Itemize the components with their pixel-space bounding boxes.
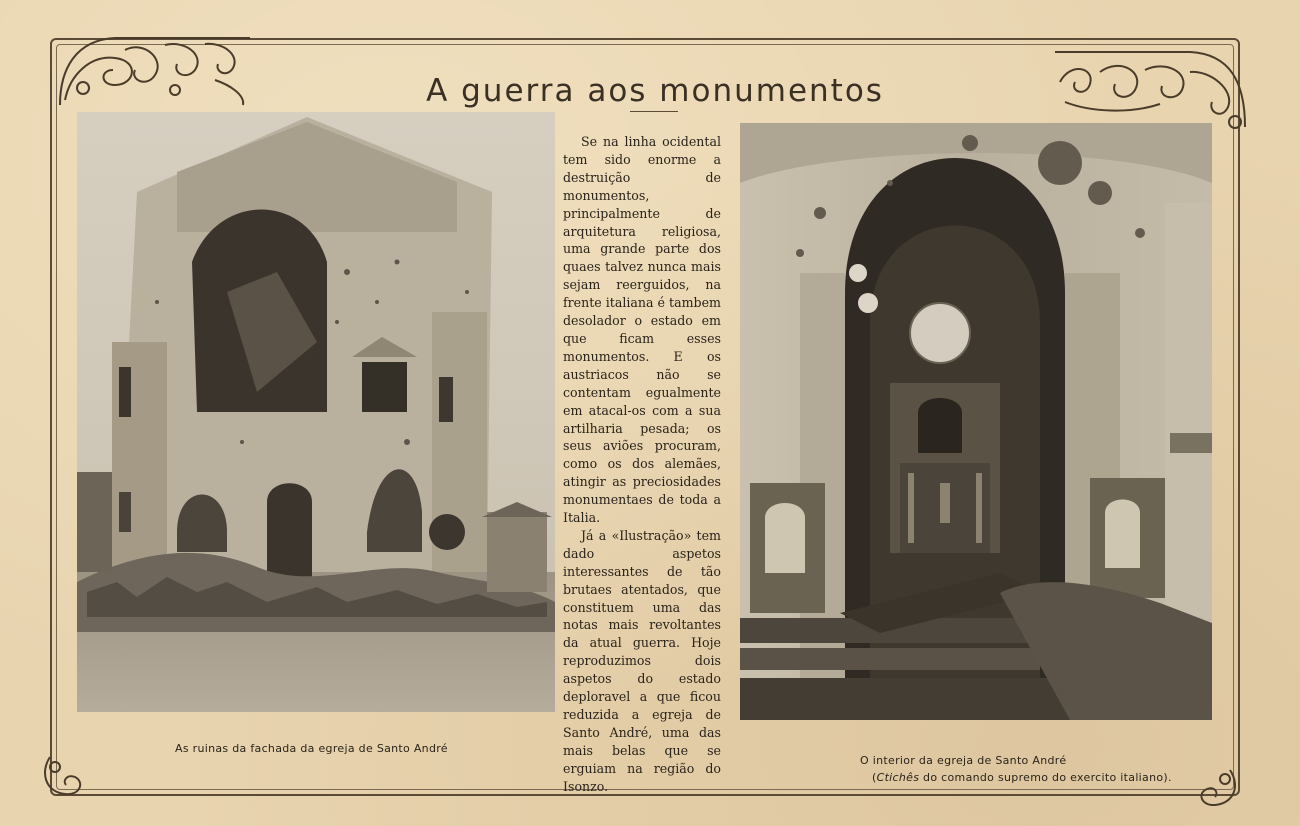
photo-church-interior — [740, 123, 1212, 720]
caption-right-rest: do comando supremo do exercito italiano). — [919, 771, 1172, 784]
corner-ornament-top-left — [55, 30, 255, 110]
caption-right-line2: (Ctichês do comando supremo do exercito italiano). — [872, 771, 1172, 784]
corner-ornament-bottom-right — [1195, 765, 1240, 810]
caption-right-italic: Ctichês — [876, 771, 920, 784]
title-rule — [630, 111, 678, 112]
caption-left-photo: As ruinas da fachada da egreja de Santo André — [175, 742, 448, 755]
article-paragraph-2: Já a «Ilustração» tem dado aspetos interessantes de tão brutaes atentados, que constituem uma das notas mais revoltantes da atual guerra. Hoje reproduzimos dois aspetos do estado deploravel a que ficou reduzida a egreja de Santo André, uma das mais belas que se erguiam na região do Isonzo. — [563, 527, 721, 794]
caption-right-photo — [860, 752, 1172, 786]
page-title: A guerra aos monumentos — [426, 72, 884, 109]
article-paragraph-1: Se na linha ocidental tem sido enorme a destruição de monumentos, principalmente de arquitetura religiosa, uma grande parte dos quaes talvez nunca mais sejam reerguidos, na frente italiana é tambem desolador o estado em que ficam esses monumentos. E os austriacos não se contentam egualmente em atacal-os com a sua artilharia pesada; os seus aviões procuram, como os dos alemães, atingir as preciosidades monumentaes de toda a Italia. — [563, 134, 721, 526]
photo-ruined-facade — [77, 112, 555, 712]
corner-ornament-bottom-left — [40, 752, 90, 802]
article-text — [563, 133, 721, 796]
corner-ornament-top-right — [1050, 42, 1250, 132]
caption-right-line1: O interior da egreja de Santo André — [860, 754, 1067, 767]
